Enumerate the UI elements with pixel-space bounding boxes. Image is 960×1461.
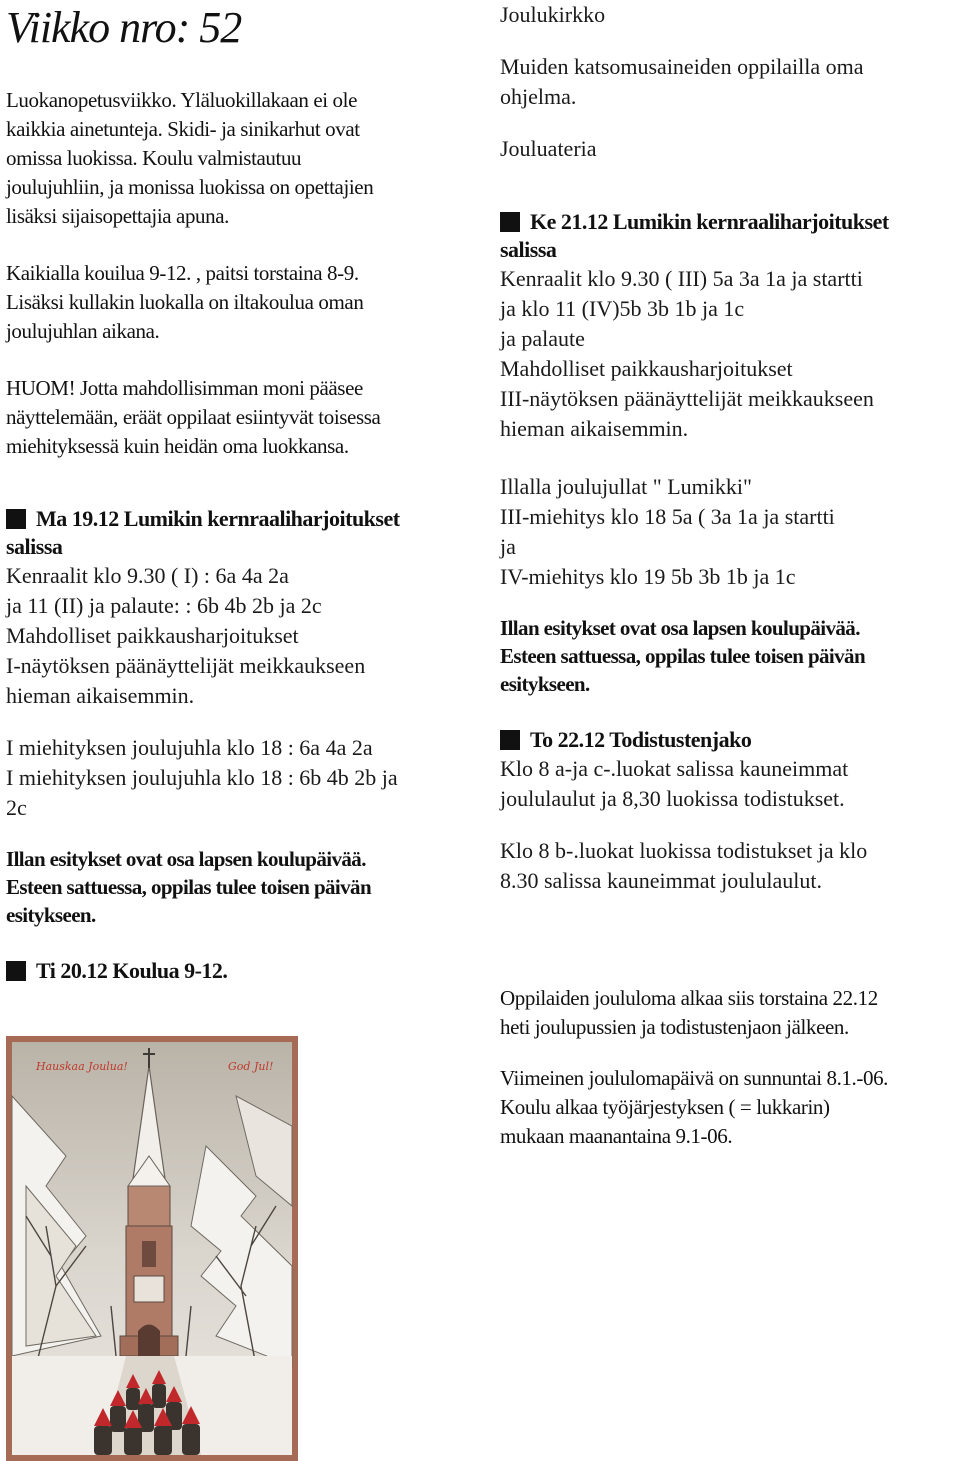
tuesday-heading-text: Ti 20.12 Koulua 9-12. xyxy=(36,958,228,983)
wednesday-line: III-näytöksen päänäyttelijät meikkaukseen xyxy=(500,386,874,411)
left-column xyxy=(6,0,484,985)
monday-heading xyxy=(6,505,484,533)
intro-line: lisäksi sijaisopettajia apuna. xyxy=(6,204,230,228)
right-column xyxy=(500,0,955,1151)
wednesday-heading xyxy=(500,208,955,236)
jouluateria-label: Jouluateria xyxy=(500,136,597,161)
wednesday-evening-line: ja xyxy=(500,534,516,559)
huom-line: HUOM! Jotta mahdollisimman moni pääsee xyxy=(6,376,363,400)
church-note-line: ohjelma. xyxy=(500,84,577,109)
monday-juhla-line: I miehityksen joulujuhla klo 18 : 6a 4a 2a xyxy=(6,735,373,760)
wednesday-note-line: Illan esitykset ovat osa lapsen koulupäivää. xyxy=(500,616,860,640)
monday-heading-text: Ma 19.12 Lumikin kernraaliharjoitukset xyxy=(36,506,400,531)
christmas-card-image xyxy=(6,1036,298,1461)
monday-note-line: esitykseen. xyxy=(6,903,96,927)
bullet-square-icon xyxy=(500,730,520,750)
closing-line: mukaan maanantaina 9.1-06. xyxy=(500,1124,733,1148)
church-note-line: Muiden katsomusaineiden oppilailla oma xyxy=(500,54,864,79)
closing-line: Oppilaiden joululoma alkaa siis torstaina 22.12 xyxy=(500,986,878,1010)
intro-line: omissa luokissa. Koulu valmistautuu xyxy=(6,146,302,170)
monday-heading-cont: salissa xyxy=(6,534,63,559)
bullet-square-icon xyxy=(6,509,26,529)
church-card-illustration xyxy=(6,1036,298,1461)
wednesday-note-line: Esteen sattuessa, oppilas tulee toisen päivän xyxy=(500,644,866,668)
closing-line: Koulu alkaa työjärjestyksen ( = lukkarin) xyxy=(500,1095,830,1119)
intro-line: joulujuhliin, ja monissa luokissa on opettajien xyxy=(6,175,374,199)
monday-line: Mahdolliset paikkausharjoitukset xyxy=(6,623,299,648)
monday-line: I-näytöksen päänäyttelijät meikkaukseen xyxy=(6,653,366,678)
closing-line: heti joulupussien ja todistustenjaon jälkeen. xyxy=(500,1015,849,1039)
tuesday-heading xyxy=(6,957,484,985)
joulukirkko-label: Joulukirkko xyxy=(500,2,606,27)
wednesday-heading-cont: salissa xyxy=(500,237,557,262)
huom-line: näyttelemään, eräät oppilaat esiintyvät toisessa xyxy=(6,405,381,429)
wednesday-line: Kenraalit klo 9.30 ( III) 5a 3a 1a ja startti xyxy=(500,266,863,291)
bullet-square-icon xyxy=(6,961,26,981)
monday-juhla-line: I miehityksen joulujuhla klo 18 : 6b 4b 2b ja xyxy=(6,765,398,790)
schedule-note-line: joulujuhlan aikana. xyxy=(6,319,160,343)
card-greeting-right: God Jul! xyxy=(228,1060,274,1073)
page-title: Viikko nro: 52 xyxy=(6,3,242,52)
monday-line: hieman aikaisemmin. xyxy=(6,683,195,708)
monday-line: Kenraalit klo 9.30 ( I) : 6a 4a 2a xyxy=(6,563,289,588)
thursday-line: joululaulut ja 8,30 luokissa todistukset. xyxy=(500,786,845,811)
huom-line: miehityksessä kuin heidän oma luokkansa. xyxy=(6,434,349,458)
thursday-heading-text: To 22.12 Todistustenjako xyxy=(530,727,752,752)
wednesday-evening-line: III-miehitys klo 18 5a ( 3a 1a ja startti xyxy=(500,504,835,529)
monday-juhla-line: 2c xyxy=(6,795,27,820)
thursday-line: 8.30 salissa kauneimmat joululaulut. xyxy=(500,868,823,893)
wednesday-line: ja palaute xyxy=(500,326,585,351)
closing-line: Viimeinen joululomapäivä on sunnuntai 8.1.-06. xyxy=(500,1066,889,1090)
schedule-note-line: Kaikialla kouilua 9-12. , paitsi torstaina 8-9. xyxy=(6,261,359,285)
thursday-line: Klo 8 b-.luokat luokissa todistukset ja klo xyxy=(500,838,868,863)
bullet-square-icon xyxy=(500,212,520,232)
wednesday-evening-line: IV-miehitys klo 19 5b 3b 1b ja 1c xyxy=(500,564,796,589)
wednesday-note-line: esitykseen. xyxy=(500,672,590,696)
schedule-note-line: Lisäksi kullakin luokalla on iltakoulua oman xyxy=(6,290,364,314)
wednesday-evening-line: Illalla joulujullat " Lumikki" xyxy=(500,474,752,499)
thursday-heading xyxy=(500,726,955,754)
monday-note-line: Esteen sattuessa, oppilas tulee toisen päivän xyxy=(6,875,372,899)
intro-line: kaikkia ainetunteja. Skidi- ja sinikarhut ovat xyxy=(6,117,360,141)
wednesday-line: Mahdolliset paikkausharjoitukset xyxy=(500,356,793,381)
monday-note-line: Illan esitykset ovat osa lapsen koulupäivää. xyxy=(6,847,366,871)
intro-line: Luokanopetusviikko. Yläluokillakaan ei ole xyxy=(6,88,357,112)
wednesday-line: hieman aikaisemmin. xyxy=(500,416,689,441)
thursday-line: Klo 8 a-ja c-.luokat salissa kauneimmat xyxy=(500,756,849,781)
wednesday-heading-text: Ke 21.12 Lumikin kernraaliharjoitukset xyxy=(530,209,889,234)
card-greeting-left: Hauskaa Joulua! xyxy=(36,1060,128,1073)
wednesday-line: ja klo 11 (IV)5b 3b 1b ja 1c xyxy=(500,296,745,321)
monday-line: ja 11 (II) ja palaute: : 6b 4b 2b ja 2c xyxy=(6,593,322,618)
